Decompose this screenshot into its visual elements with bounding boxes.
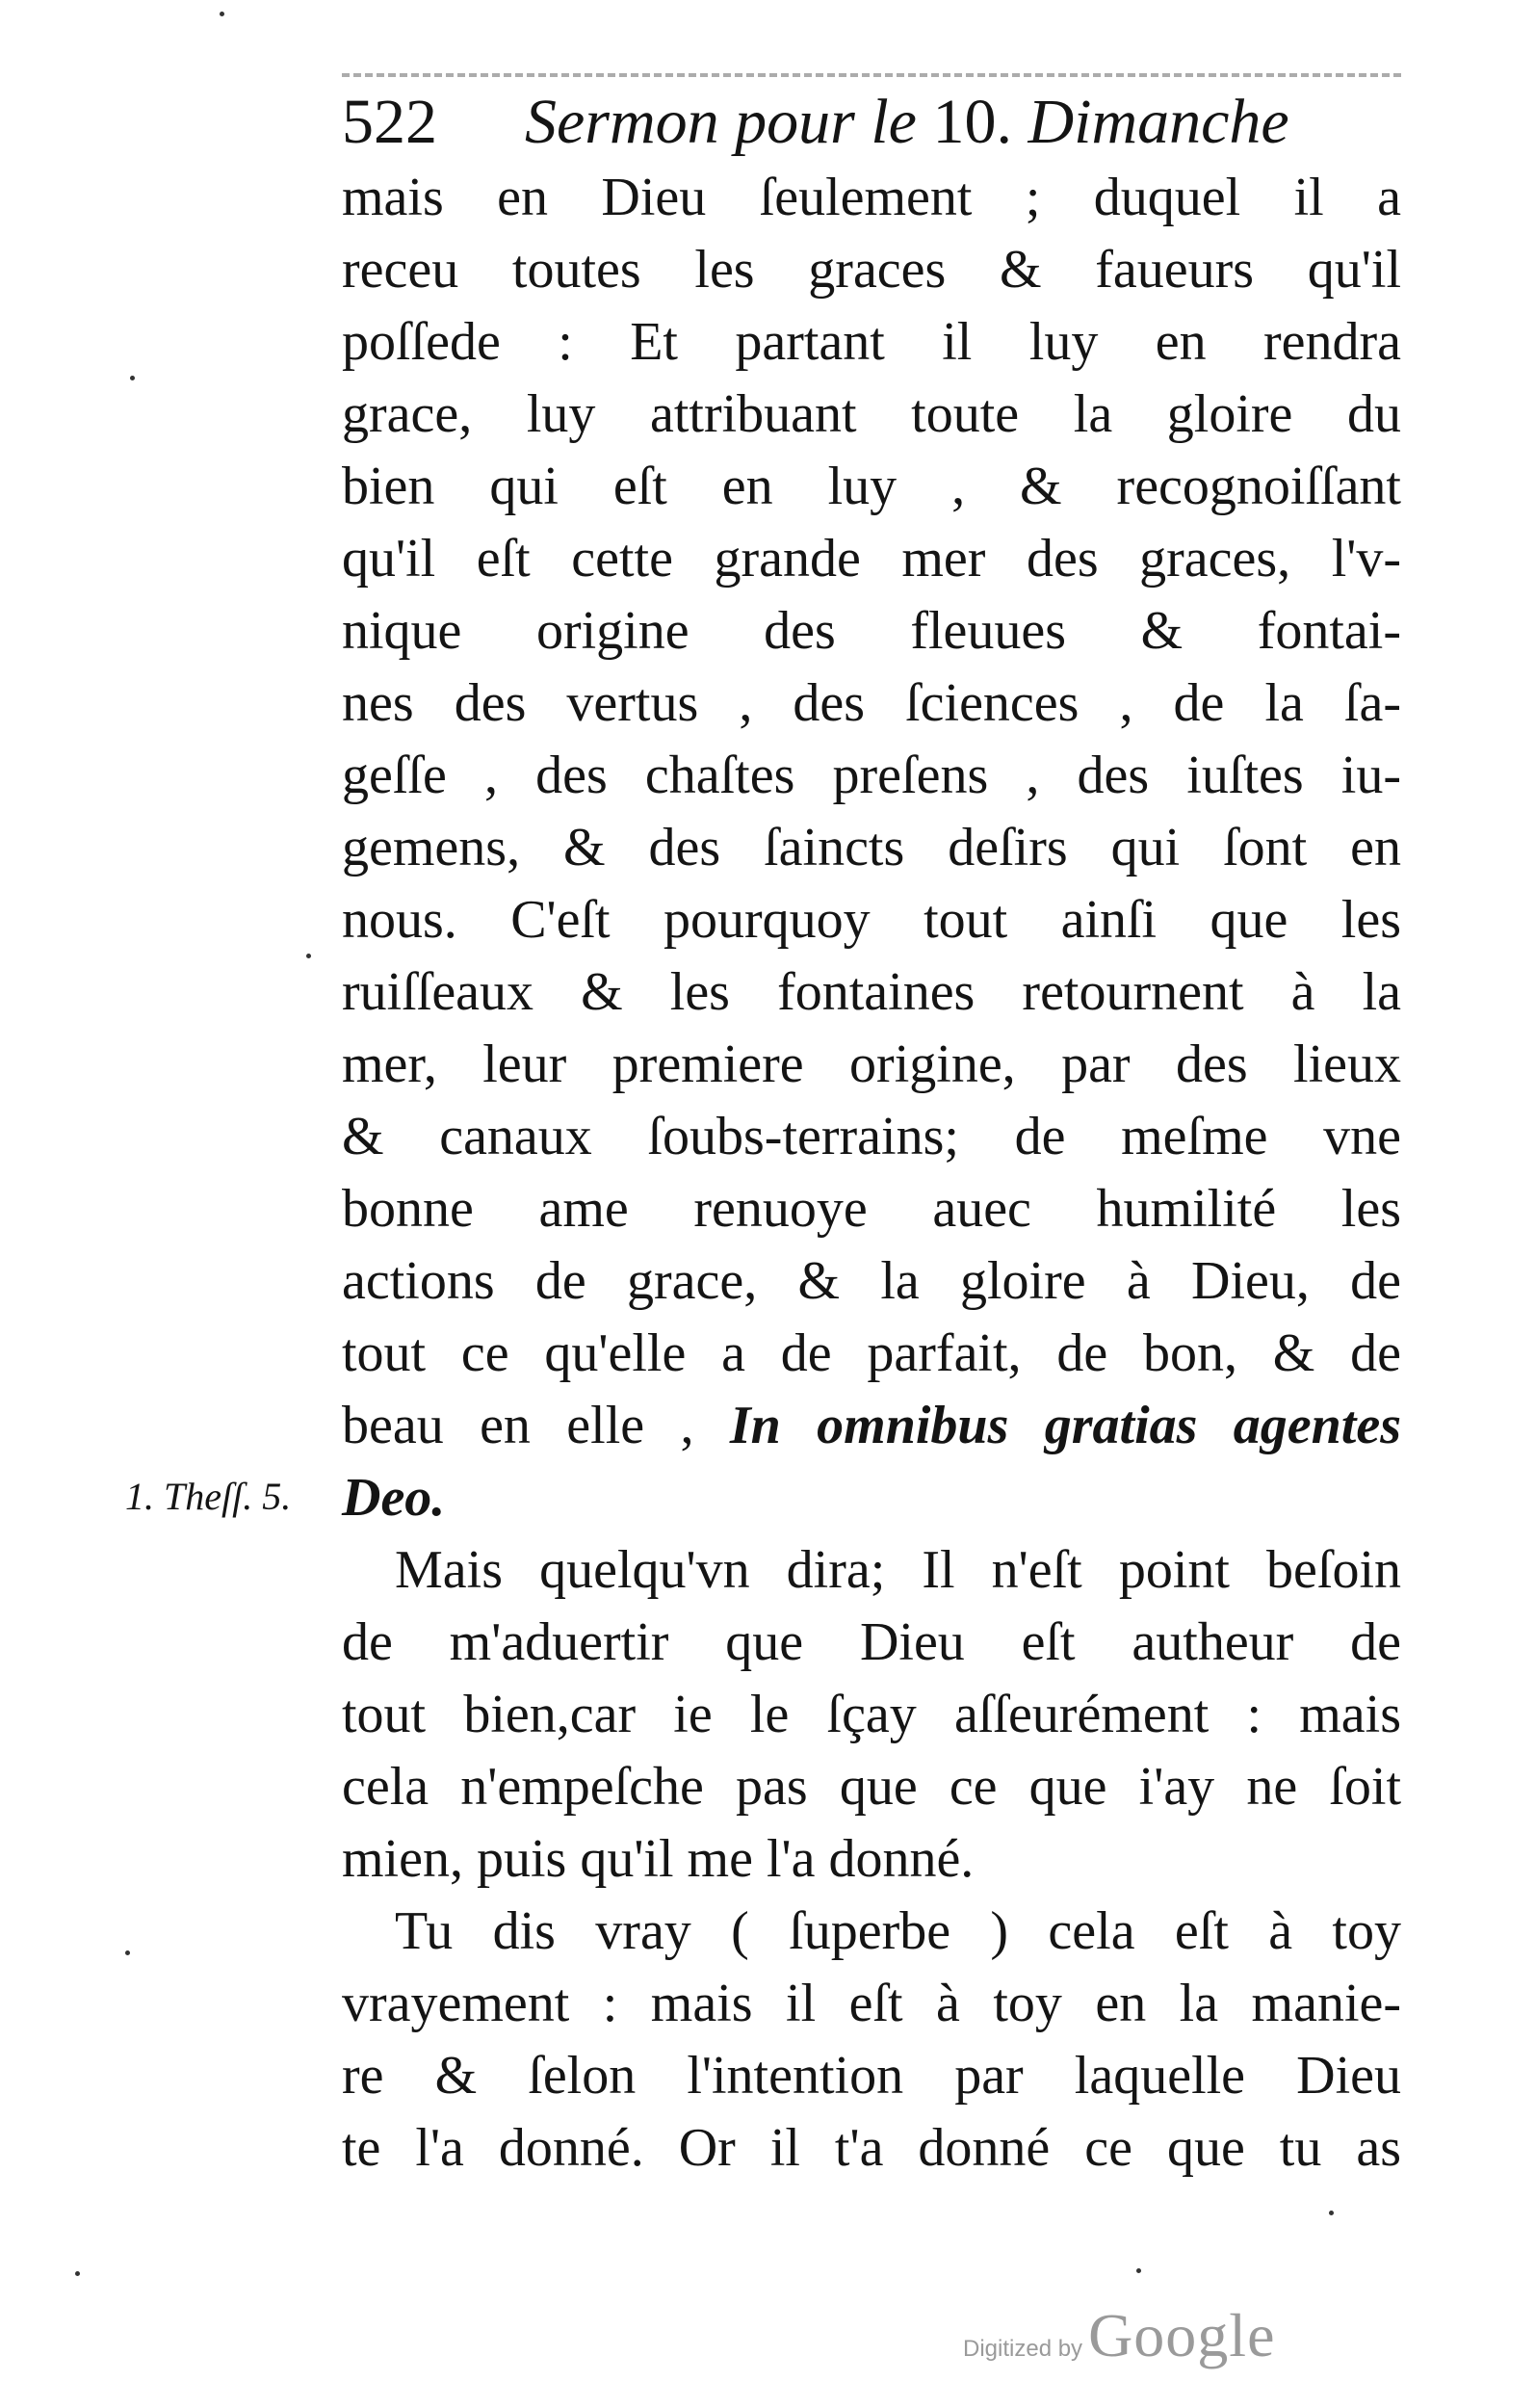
text-roman: beau en elle , bbox=[342, 1396, 730, 1455]
text-line: poſſede : Et partant il luy en rendra bbox=[342, 312, 1401, 372]
paragraph-2-line: mien, puis qu'il me l'a donné. bbox=[342, 1829, 975, 1889]
text-line: actions de grace, & la gloire à Dieu, de bbox=[342, 1251, 1401, 1311]
running-title-part-1: Sermon pour le bbox=[525, 87, 933, 157]
header-rule bbox=[342, 73, 1401, 77]
paragraph-2-line: tout bien,car ie le ſçay aſſeurément : mais bbox=[342, 1685, 1401, 1744]
text-line-quotation-end bbox=[342, 1462, 1401, 1534]
running-title-number: 10. bbox=[932, 87, 1012, 157]
running-title bbox=[525, 79, 1289, 166]
text-line: nes des vertus , des ſciences , de la ſa- bbox=[342, 673, 1401, 733]
text-line-quotation bbox=[342, 1390, 1401, 1462]
ink-speck bbox=[125, 1950, 130, 1955]
text-line: gemens, & des ſaincts deſirs qui ſont en bbox=[342, 818, 1401, 877]
paragraph-3-line: vrayement : mais il eſt à toy en la manie- bbox=[342, 1974, 1401, 2033]
digitization-watermark bbox=[963, 2300, 1275, 2371]
text-line: mer, leur premiere origine, par des lieux bbox=[342, 1034, 1401, 1094]
ink-speck bbox=[130, 376, 135, 380]
paragraph-2-line: de m'aduertir que Dieu eſt autheur de bbox=[342, 1612, 1401, 1672]
paragraph-3-line: Tu dis vray ( ſuperbe ) cela eſt à toy bbox=[395, 1901, 1401, 1961]
ink-speck bbox=[220, 12, 224, 16]
google-logo: Google bbox=[1088, 2301, 1276, 2369]
text-line: nous. C'eſt pourquoy tout ainſi que les bbox=[342, 890, 1401, 950]
latin-quotation: In omnibus gratias agentes bbox=[729, 1396, 1401, 1455]
text-line: qu'il eſt cette grande mer des graces, l'v- bbox=[342, 529, 1401, 589]
ink-speck bbox=[1329, 2211, 1334, 2215]
text-line: & canaux ſoubs-terrains; de meſme vne bbox=[342, 1107, 1401, 1166]
text-line: geſſe , des chaſtes preſens , des iuſtes iu- bbox=[342, 746, 1401, 805]
text-line: nique origine des fleuues & fontai- bbox=[342, 601, 1401, 661]
margin-reference: 1. Theſſ. 5. bbox=[125, 1475, 292, 1518]
paragraph-2-line: cela n'empeſche pas que ce que i'ay ne ſoit bbox=[342, 1757, 1401, 1817]
latin-quotation-end: Deo. bbox=[342, 1468, 446, 1528]
text-line: tout ce qu'elle a de parfait, de bon, & de bbox=[342, 1323, 1401, 1383]
paragraph-3-line: re & ſelon l'intention par laquelle Dieu bbox=[342, 2046, 1401, 2106]
ink-speck bbox=[75, 2271, 80, 2276]
paragraph-3-line: te l'a donné. Or il t'a donné ce que tu as bbox=[342, 2118, 1401, 2178]
page-number: 522 bbox=[342, 87, 437, 157]
ink-speck bbox=[1136, 2268, 1141, 2273]
text-line: bonne ame renuoye auec humilité les bbox=[342, 1179, 1401, 1239]
text-line: ruiſſeaux & les fontaines retournent à la bbox=[342, 962, 1401, 1022]
text-line: grace, luy attribuant toute la gloire du bbox=[342, 384, 1401, 444]
text-line: receu toutes les graces & faueurs qu'il bbox=[342, 240, 1401, 300]
running-header bbox=[342, 79, 1411, 166]
body-text bbox=[342, 162, 1401, 2185]
ink-speck bbox=[306, 954, 311, 958]
paragraph-2-line: Mais quelqu'vn dira; Il n'eſt point beſoin bbox=[395, 1540, 1401, 1600]
text-line: bien qui eſt en luy , & recognoiſſant bbox=[342, 457, 1401, 516]
running-title-part-2: Dimanche bbox=[1011, 87, 1289, 157]
watermark-prefix: Digitized by bbox=[963, 2336, 1083, 2362]
text-line: mais en Dieu ſeulement ; duquel il a bbox=[342, 168, 1401, 227]
